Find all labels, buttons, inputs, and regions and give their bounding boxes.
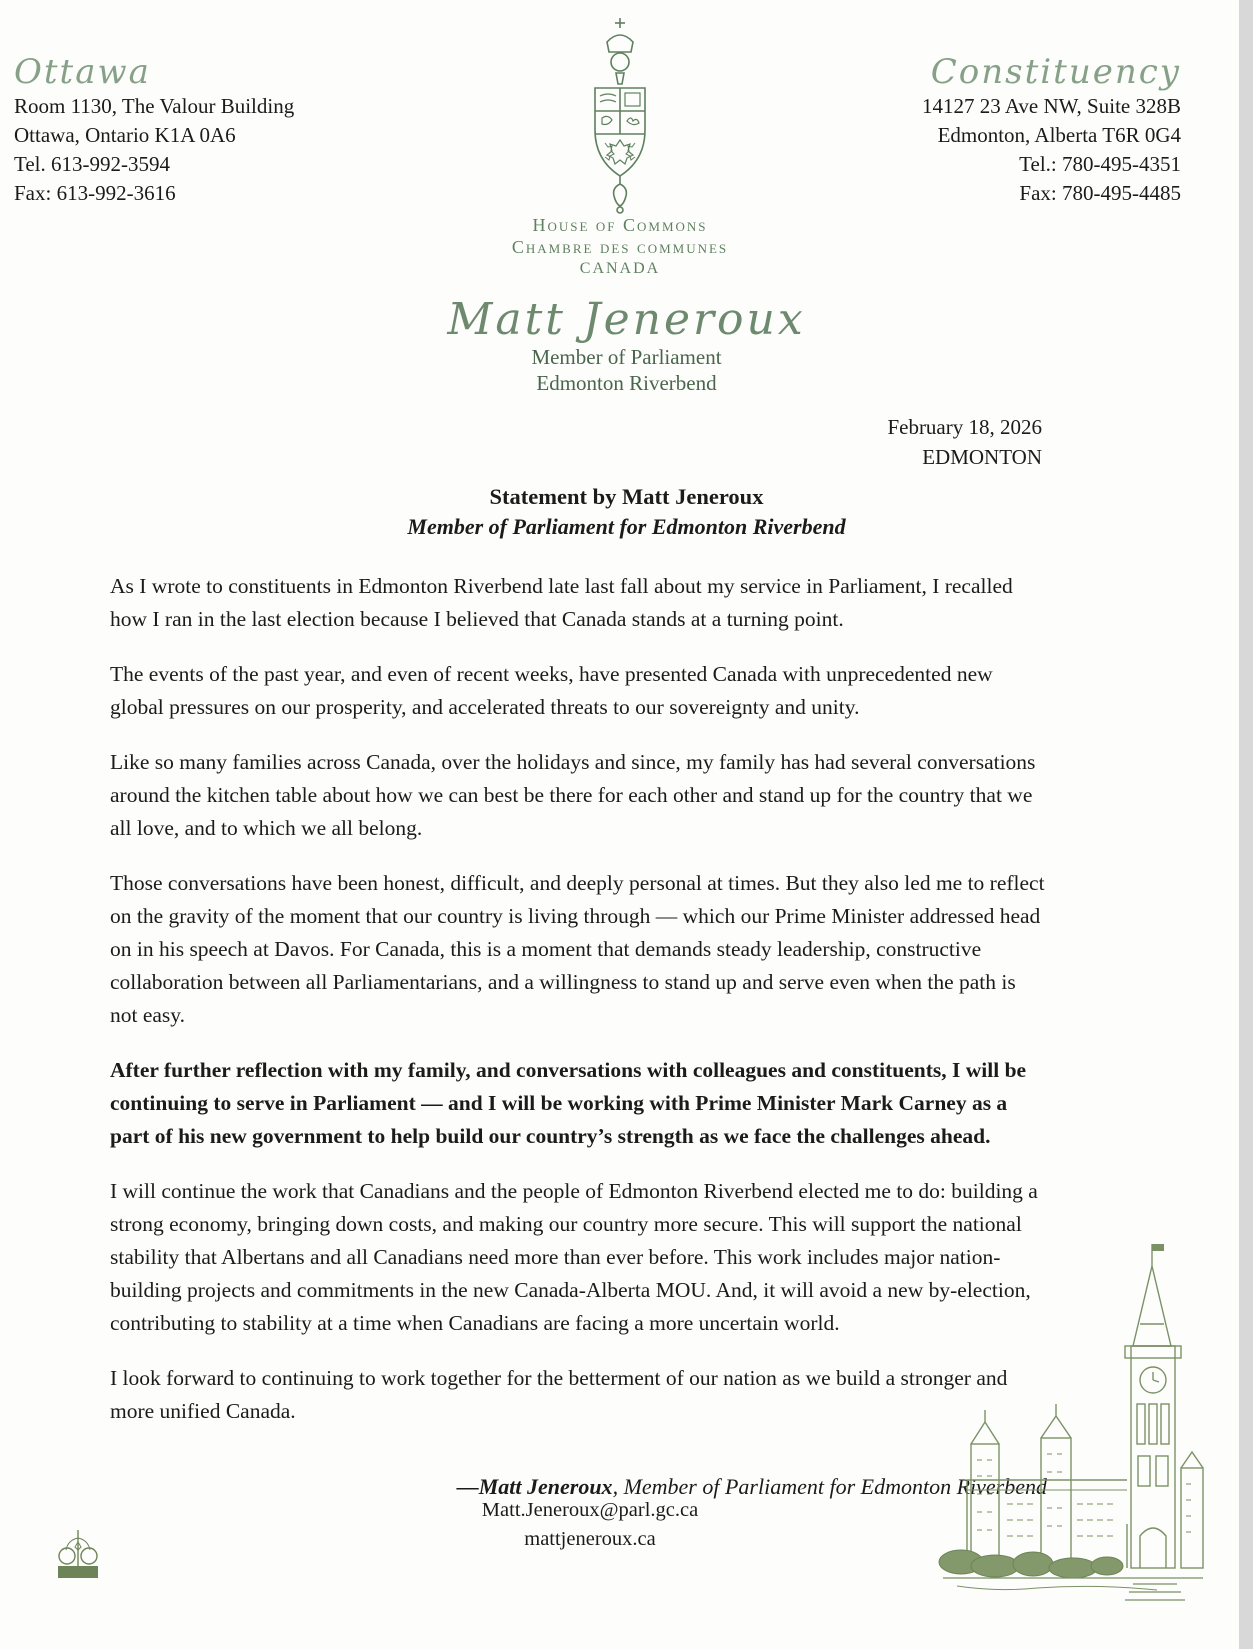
statement-heading bbox=[0, 482, 1253, 542]
ottawa-phone-line: Tel. 613-992-3594 bbox=[14, 152, 171, 176]
body-paragraph-bold: After further reflection with my family, and conversations with colleagues and constituents, I will be continuing to serve in Parliament — and I will be working with Prime Minister Mark Carney as a part of his new government to help build our country’s strength as we face the challenges ahead. bbox=[110, 1058, 1027, 1148]
mp-riding: Edmonton Riverbend bbox=[536, 371, 717, 395]
statement-title: Statement by Matt Jeneroux bbox=[489, 484, 764, 509]
place-text: EDMONTON bbox=[922, 445, 1042, 469]
ottawa-fax-line: Fax: 613-992-3616 bbox=[14, 181, 176, 205]
constituency-address-line: Edmonton, Alberta T6R 0G4 bbox=[937, 123, 1181, 147]
ottawa-office-title: Ottawa bbox=[14, 52, 151, 92]
closing-role: , Member of Parliament for Edmonton Riverbend bbox=[612, 1474, 1047, 1499]
body-paragraph: The events of the past year, and even of recent weeks, have presented Canada with unprecedented new global pressures on our prosperity, and accelerated threats to our sovereignty and unity. bbox=[110, 662, 993, 719]
constituency-office-title: Constituency bbox=[930, 52, 1181, 92]
footer-email: Matt.Jeneroux@parl.gc.ca bbox=[481, 1499, 699, 1521]
mp-title: Member of Parliament bbox=[531, 345, 722, 369]
letter-body bbox=[110, 570, 1047, 1428]
constituency-phone-line: Tel.: 780-495-4351 bbox=[1019, 152, 1181, 176]
ottawa-address-line: Ottawa, Ontario K1A 0A6 bbox=[14, 123, 236, 147]
constituency-fax-line: Fax: 780-495-4485 bbox=[1019, 181, 1181, 205]
body-paragraph: As I wrote to constituents in Edmonton Riverbend late last fall about my service in Parliament, I recalled how I ran in the last election because I believed that Canada stands at a turning point. bbox=[110, 574, 1013, 631]
parliament-building-illustration bbox=[937, 1228, 1207, 1623]
house-of-commons-line-fr: Chambre des communes bbox=[511, 237, 729, 257]
dateline bbox=[0, 412, 1253, 472]
closing-name: —Matt Jeneroux bbox=[456, 1474, 613, 1499]
mp-name-script: Matt Jeneroux bbox=[447, 294, 806, 345]
body-paragraph: Those conversations have been honest, difficult, and deeply personal at times. But they also led me to reflect on the gravity of the moment that our country is living through — which our Prime Minister addressed head on in his speech at Davos. For Canada, this is a moment that demands steady leadership, constructive collaboration between all Parliamentarians, and a willingness to stand up and serve even when the path is not easy. bbox=[110, 871, 1045, 1027]
constituency-address-line: 14127 23 Ave NW, Suite 328B bbox=[921, 94, 1181, 118]
house-of-commons-canada: CANADA bbox=[579, 260, 661, 277]
house-of-commons-emblem bbox=[0, 18, 1240, 280]
statement-subtitle: Member of Parliament for Edmonton Riverbend bbox=[407, 514, 846, 539]
mp-name-block bbox=[0, 296, 1253, 396]
house-of-commons-line-en: House of Commons bbox=[532, 215, 708, 235]
letterhead bbox=[0, 0, 1253, 290]
house-of-commons-crest-icon bbox=[0, 18, 1240, 214]
body-paragraph: Like so many families across Canada, over the holidays and since, my family has had several conversations around the kitchen table about how we can best be there for each other and stand up for the country that we all love, and to which we all belong. bbox=[110, 750, 1036, 840]
footer-website: mattjeneroux.ca bbox=[524, 1528, 656, 1550]
body-paragraph: I will continue the work that Canadians and the people of Edmonton Riverbend elected me to do: building a strong economy, bringing down costs, and making our country more secure. This will support the national stability that Albertans and all Canadians need more than ever before. This work includes major nation-building projects and commitments in the new Canada-Alberta MOU. And, it will avoid a new by-election, contributing to stability at a time when Canadians are facing a more uncertain world. bbox=[110, 1179, 1038, 1335]
body-paragraph: I look forward to continuing to work together for the betterment of our nation as we build a stronger and more unified Canada. bbox=[110, 1366, 1008, 1423]
date-text: February 18, 2026 bbox=[887, 415, 1042, 439]
ottawa-address-line: Room 1130, The Valour Building bbox=[14, 94, 295, 118]
footer-left-emblem-icon bbox=[52, 1528, 104, 1591]
